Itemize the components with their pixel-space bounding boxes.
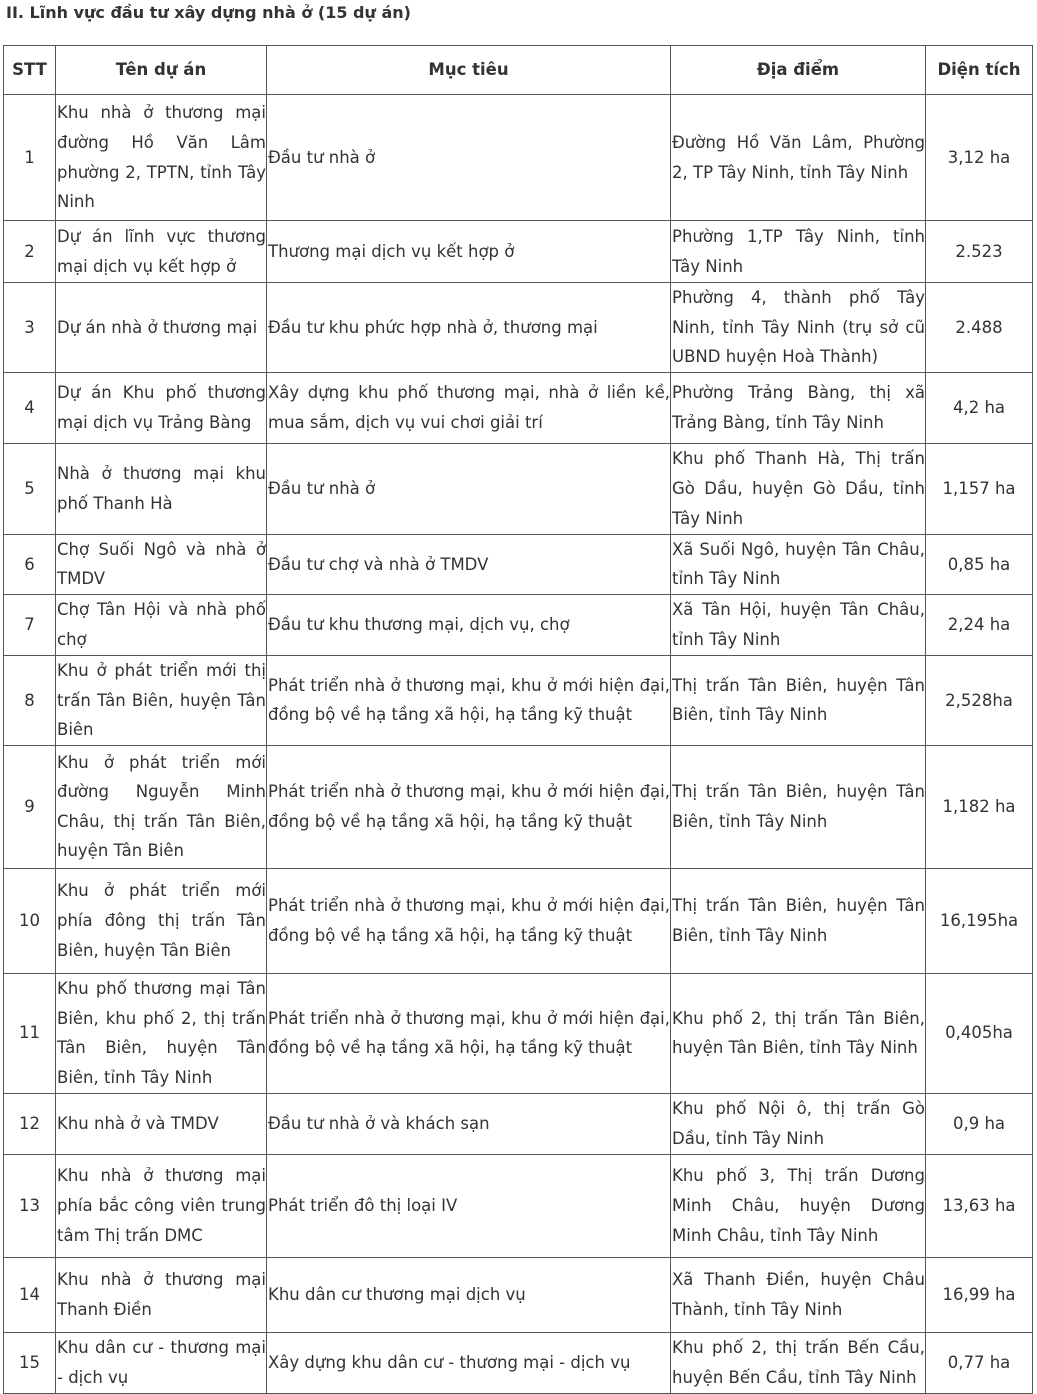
- cell-project-name: Nhà ở thương mại khu phố Thanh Hà: [56, 443, 267, 534]
- header-stt: STT: [4, 46, 56, 95]
- table-row: [4, 443, 1033, 534]
- cell-stt: 13: [4, 1154, 56, 1257]
- cell-stt: 3: [4, 283, 56, 373]
- cell-project-name: Dự án lĩnh vực thương mại dịch vụ kết hợp ở: [56, 221, 267, 283]
- cell-location: Khu phố Thanh Hà, Thị trấn Gò Dầu, huyện Gò Dầu, tỉnh Tây Ninh: [671, 443, 926, 534]
- cell-location: Thị trấn Tân Biên, huyện Tân Biên, tỉnh Tây Ninh: [671, 655, 926, 745]
- cell-location: Phường 1,TP Tây Ninh, tỉnh Tây Ninh: [671, 221, 926, 283]
- cell-project-name: Khu dân cư - thương mại - dịch vụ: [56, 1332, 267, 1393]
- cell-location: Phường Trảng Bàng, thị xã Trảng Bàng, tỉnh Tây Ninh: [671, 372, 926, 443]
- table-row: [4, 372, 1033, 443]
- cell-objective: Đầu tư chợ và nhà ở TMDV: [267, 534, 671, 594]
- cell-project-name: Khu phố thương mại Tân Biên, khu phố 2, thị trấn Tân Biên, huyện Tân Biên, tỉnh Tây Ninh: [56, 973, 267, 1093]
- cell-area: 1,182 ha: [926, 745, 1033, 868]
- cell-location: Khu phố 3, Thị trấn Dương Minh Châu, huyện Dương Minh Châu, tỉnh Tây Ninh: [671, 1154, 926, 1257]
- cell-objective: Đầu tư nhà ở: [267, 95, 671, 221]
- table-row: [4, 1332, 1033, 1393]
- cell-project-name: Khu ở phát triển mới phía đông thị trấn Tân Biên, huyện Tân Biên: [56, 868, 267, 973]
- cell-stt: 12: [4, 1093, 56, 1154]
- cell-project-name: Khu nhà ở thương mại Thanh Điền: [56, 1257, 267, 1332]
- cell-stt: 8: [4, 655, 56, 745]
- cell-stt: 5: [4, 443, 56, 534]
- cell-stt: 1: [4, 95, 56, 221]
- cell-objective: Khu dân cư thương mại dịch vụ: [267, 1257, 671, 1332]
- cell-area: 16,195ha: [926, 868, 1033, 973]
- cell-location: Khu phố 2, thị trấn Bến Cầu, huyện Bến Cầu, tỉnh Tây Ninh: [671, 1332, 926, 1393]
- cell-location: Xã Tân Hội, huyện Tân Châu, tỉnh Tây Ninh: [671, 594, 926, 655]
- table-row: [4, 745, 1033, 868]
- table-row: [4, 221, 1033, 283]
- table-row: [4, 1154, 1033, 1257]
- cell-stt: 2: [4, 221, 56, 283]
- cell-location: Phường 4, thành phố Tây Ninh, tỉnh Tây Ninh (trụ sở cũ UBND huyện Hoà Thành): [671, 283, 926, 373]
- cell-area: 4,2 ha: [926, 372, 1033, 443]
- cell-objective: Đầu tư khu thương mại, dịch vụ, chợ: [267, 594, 671, 655]
- cell-objective: Đầu tư nhà ở và khách sạn: [267, 1093, 671, 1154]
- header-area: Diện tích: [926, 46, 1033, 95]
- table-row: [4, 1093, 1033, 1154]
- table-row: [4, 534, 1033, 594]
- cell-area: 0,405ha: [926, 973, 1033, 1093]
- cell-stt: 14: [4, 1257, 56, 1332]
- cell-objective: Xây dựng khu dân cư - thương mại - dịch vụ: [267, 1332, 671, 1393]
- cell-project-name: Khu ở phát triển mới thị trấn Tân Biên, huyện Tân Biên: [56, 655, 267, 745]
- cell-objective: Phát triển nhà ở thương mại, khu ở mới hiện đại, đồng bộ về hạ tầng xã hội, hạ tầng kỹ thuật: [267, 868, 671, 973]
- cell-project-name: Khu ở phát triển mới đường Nguyễn Minh Châu, thị trấn Tân Biên, huyện Tân Biên: [56, 745, 267, 868]
- cell-area: 2,528ha: [926, 655, 1033, 745]
- section-title: II. Lĩnh vực đầu tư xây dựng nhà ở (15 dự án): [6, 3, 411, 22]
- header-location: Địa điểm: [671, 46, 926, 95]
- cell-stt: 7: [4, 594, 56, 655]
- cell-objective: Phát triển nhà ở thương mại, khu ở mới hiện đại, đồng bộ về hạ tầng xã hội, hạ tầng kỹ thuật: [267, 973, 671, 1093]
- table-header-row: [4, 46, 1033, 95]
- cell-location: Đường Hồ Văn Lâm, Phường 2, TP Tây Ninh, tỉnh Tây Ninh: [671, 95, 926, 221]
- cell-location: Thị trấn Tân Biên, huyện Tân Biên, tỉnh Tây Ninh: [671, 745, 926, 868]
- cell-area: 16,99 ha: [926, 1257, 1033, 1332]
- cell-stt: 11: [4, 973, 56, 1093]
- cell-area: 0,85 ha: [926, 534, 1033, 594]
- header-project-name: Tên dự án: [56, 46, 267, 95]
- cell-project-name: Dự án nhà ở thương mại: [56, 283, 267, 373]
- table-row: [4, 973, 1033, 1093]
- cell-area: 0,9 ha: [926, 1093, 1033, 1154]
- cell-stt: 4: [4, 372, 56, 443]
- cell-stt: 10: [4, 868, 56, 973]
- cell-area: 2.488: [926, 283, 1033, 373]
- table-row: [4, 594, 1033, 655]
- cell-area: 2.523: [926, 221, 1033, 283]
- cell-project-name: Dự án Khu phố thương mại dịch vụ Trảng Bàng: [56, 372, 267, 443]
- cell-objective: Thương mại dịch vụ kết hợp ở: [267, 221, 671, 283]
- cell-stt: 6: [4, 534, 56, 594]
- cell-project-name: Chợ Tân Hội và nhà phố chợ: [56, 594, 267, 655]
- cell-objective: Đầu tư khu phức hợp nhà ở, thương mại: [267, 283, 671, 373]
- cell-stt: 15: [4, 1332, 56, 1393]
- cell-project-name: Chợ Suối Ngô và nhà ở TMDV: [56, 534, 267, 594]
- cell-project-name: Khu nhà ở thương mại phía bắc công viên trung tâm Thị trấn DMC: [56, 1154, 267, 1257]
- table-row: [4, 655, 1033, 745]
- cell-location: Xã Suối Ngô, huyện Tân Châu, tỉnh Tây Ninh: [671, 534, 926, 594]
- cell-location: Khu phố 2, thị trấn Tân Biên, huyện Tân Biên, tỉnh Tây Ninh: [671, 973, 926, 1093]
- cell-location: Khu phố Nội ô, thị trấn Gò Dầu, tỉnh Tây Ninh: [671, 1093, 926, 1154]
- projects-table: [3, 45, 1033, 1394]
- cell-objective: Phát triển nhà ở thương mại, khu ở mới hiện đại, đồng bộ về hạ tầng xã hội, hạ tầng kỹ thuật: [267, 745, 671, 868]
- table-row: [4, 1257, 1033, 1332]
- cell-objective: Đầu tư nhà ở: [267, 443, 671, 534]
- table-row: [4, 868, 1033, 973]
- cell-area: 13,63 ha: [926, 1154, 1033, 1257]
- header-objective: Mục tiêu: [267, 46, 671, 95]
- cell-project-name: Khu nhà ở thương mại đường Hồ Văn Lâm phường 2, TPTN, tỉnh Tây Ninh: [56, 95, 267, 221]
- table-row: [4, 283, 1033, 373]
- cell-project-name: Khu nhà ở và TMDV: [56, 1093, 267, 1154]
- cell-objective: Xây dựng khu phố thương mại, nhà ở liền kề, mua sắm, dịch vụ vui chơi giải trí: [267, 372, 671, 443]
- cell-stt: 9: [4, 745, 56, 868]
- cell-objective: Phát triển nhà ở thương mại, khu ở mới hiện đại, đồng bộ về hạ tầng xã hội, hạ tầng kỹ thuật: [267, 655, 671, 745]
- cell-location: Thị trấn Tân Biên, huyện Tân Biên, tỉnh Tây Ninh: [671, 868, 926, 973]
- cell-area: 2,24 ha: [926, 594, 1033, 655]
- cell-objective: Phát triển đô thị loại IV: [267, 1154, 671, 1257]
- cell-area: 1,157 ha: [926, 443, 1033, 534]
- table-row: [4, 95, 1033, 221]
- cell-location: Xã Thanh Điền, huyện Châu Thành, tỉnh Tây Ninh: [671, 1257, 926, 1332]
- cell-area: 3,12 ha: [926, 95, 1033, 221]
- cell-area: 0,77 ha: [926, 1332, 1033, 1393]
